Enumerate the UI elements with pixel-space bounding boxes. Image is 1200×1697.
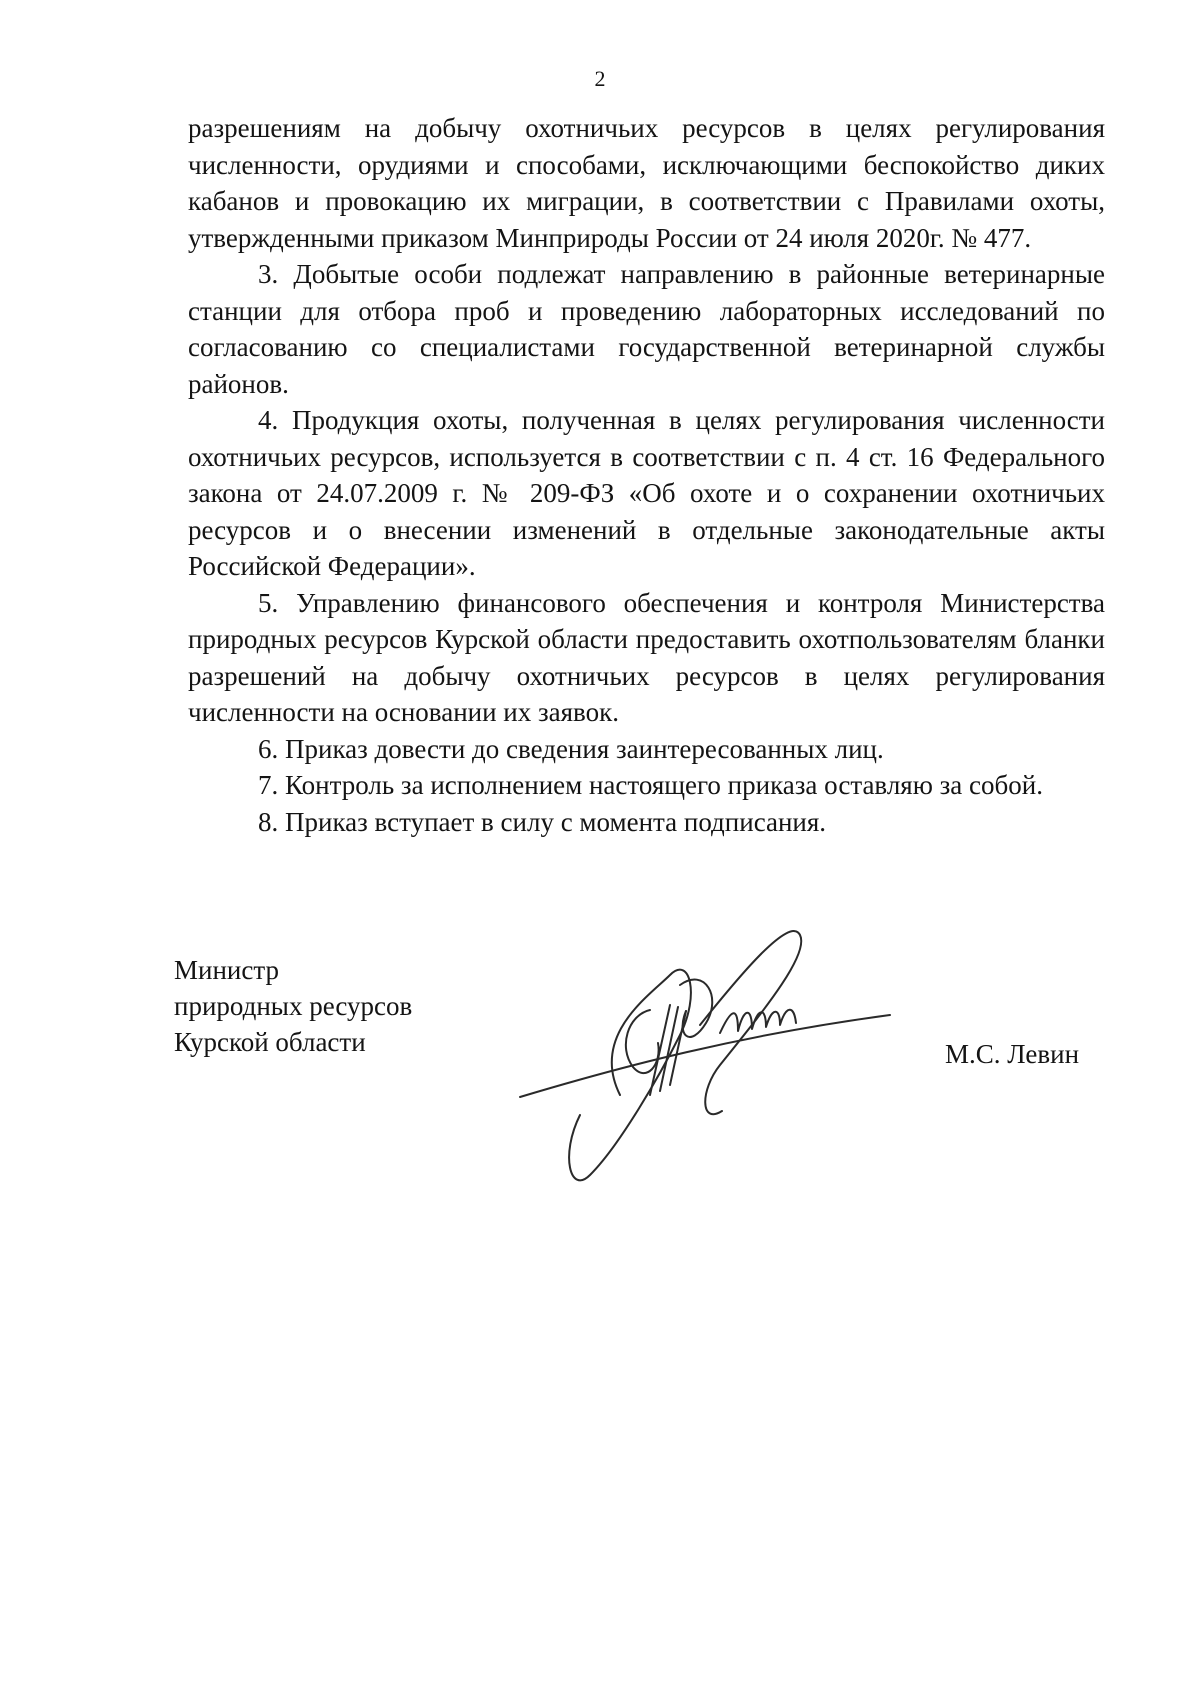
signature-stroke [680, 980, 712, 1037]
signature-stroke [660, 1007, 678, 1091]
signatory-title-line: Министр [174, 955, 279, 985]
document-body [188, 110, 1105, 840]
handwritten-signature [500, 915, 900, 1195]
signature-stroke [700, 931, 801, 1114]
page-number: 2 [594, 66, 606, 91]
signature-stroke [720, 1010, 796, 1033]
signatory-title-line: природных ресурсов [174, 991, 413, 1021]
paragraph-item-7: 7. Контроль за исполнением настоящего приказа оставляю за собой. [258, 770, 1043, 800]
paragraph-item-5: 5. Управлению финансового обеспечения и контроля Министерства природных ресурсов Курской области предоставить охотпользователям бланки разрешений на добычу охотничьих ресурсов в целях регулирования численности на основании их заявок. [188, 587, 1105, 727]
signer-name: М.С. Левин [945, 1039, 1080, 1069]
signature-stroke [520, 1015, 890, 1097]
signatory-title [174, 952, 412, 1060]
paragraph-item-3: 3. Добытые особи подлежат направлению в районные ветеринарные станции для отбора проб и проведению лабораторных исследований по согласованию со специалистами государственной ветеринарной службы районов. [188, 259, 1105, 399]
signatory-title-line: Курской области [174, 1027, 366, 1057]
paragraph-item-4: 4. Продукция охоты, полученная в целях регулирования численности охотничьих ресурсов, используется в соответствии с п. 4 ст. 16 Федерального закона от 24.07.2009 г. № 209-ФЗ «Об охоте и о сохранении охотничьих ресурсов и о внесении изменений в отдельные законодательные акты Российской Федерации». [188, 405, 1105, 581]
paragraph-continuation: разрешениям на добычу охотничьих ресурсов в целях регулирования численности, орудиями и способами, исключающими беспокойство диких кабанов и провокацию их миграции, в соответствии с Правилами охоты, утвержденными приказом Минприроды России от 24 июля 2020г. № 477. [188, 113, 1105, 253]
paragraph-item-6: 6. Приказ довести до сведения заинтересованных лиц. [258, 733, 884, 764]
signature-stroke [650, 1005, 670, 1095]
paragraph-item-8: 8. Приказ вступает в силу с момента подписания. [258, 806, 827, 837]
